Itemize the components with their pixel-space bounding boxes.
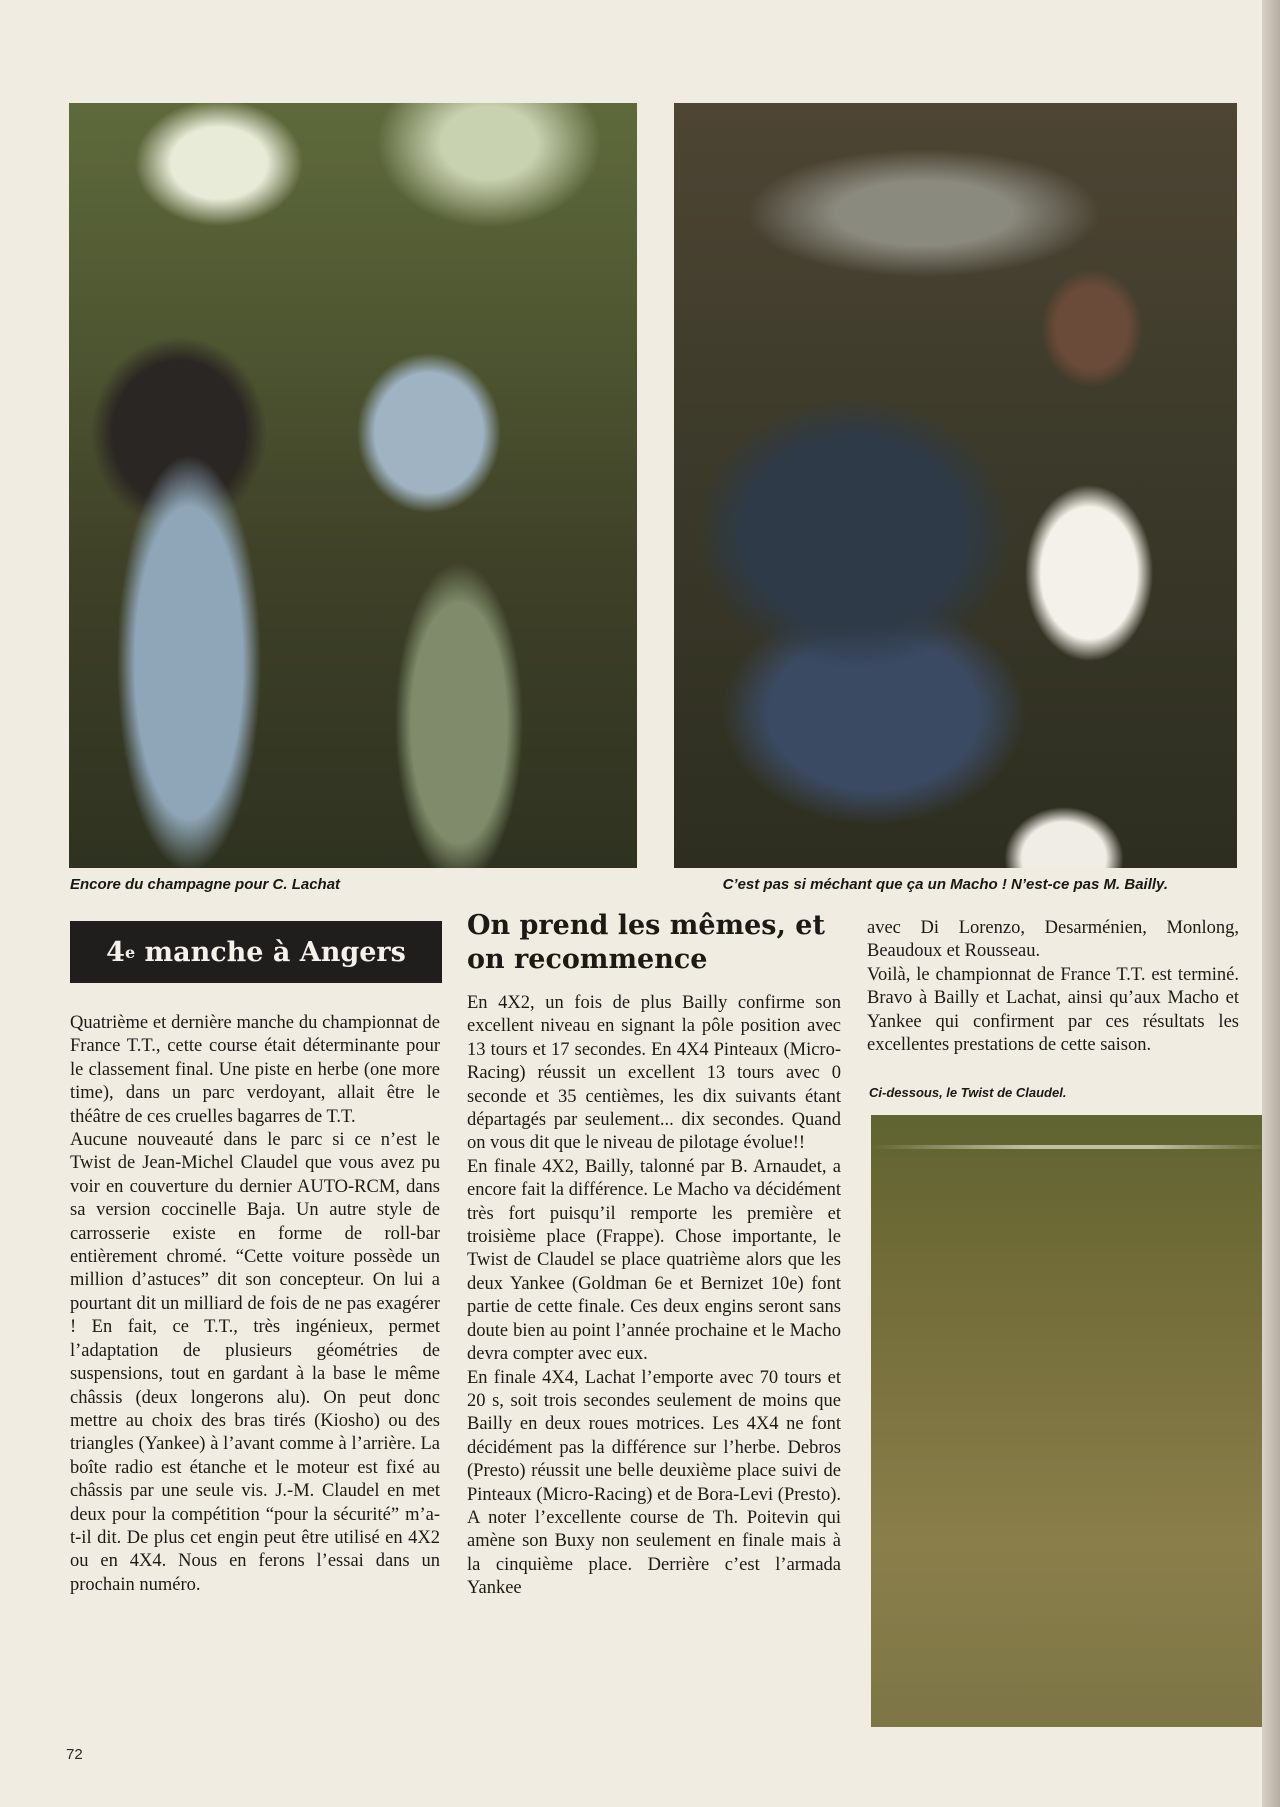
paragraph: En finale 4X4, Lachat l’emporte avec 70 tours et 20 s, soit trois secondes seulement de moins que Bailly en deux roues motrices. Les 4X4 ne font décidément pas la différence sur l’herbe. Debros (Presto) réussit une belle deuxième place suivi de Pinteaux (Micro-Racing) et de Bora-Levi (Presto). A noter l’excellente course de Th. Poitevin qui amène son Buxy non seulement en finale mais à la cinquième place. Derrière c’est l’armada Yankee	[467, 1367, 841, 1599]
photo-champagne-lachat	[69, 103, 637, 868]
paragraph: Quatrième et dernière manche du championnat de France T.T., cette course était déterminante pour le classement final. Une piste en herbe (one more time), dans un parc verdoyant, allait être le théâtre de ces cruelles bagarres de T.T.	[70, 1013, 440, 1127]
section-title	[70, 921, 442, 983]
page-edge-shadow	[1262, 0, 1280, 1807]
section-title-text: manche à Angers	[135, 936, 406, 968]
column2-heading: On prend les mêmes, et on recommence	[467, 910, 825, 975]
bottom-photo-caption: Ci-dessous, le Twist de Claudel.	[869, 1085, 1067, 1100]
article-column-3	[867, 917, 1239, 1057]
paragraph: avec Di Lorenzo, Desarménien, Monlong, Beaudoux et Rousseau.	[867, 918, 1239, 962]
photo-macho-bailly	[674, 103, 1237, 868]
paragraph: Voilà, le championnat de France T.T. est terminé. Bravo à Bailly et Lachat, ainsi qu’aux Macho et Yankee qui confirment par ces résultats les excellentes prestations de cette saison.	[867, 964, 1239, 1056]
paragraph: En finale 4X2, Bailly, talonné par B. Arnaudet, a encore fait la différence. Le Macho va décidément très fort puisqu’il remporte les première et troisième place (Frappe). Chose importante, le Twist de Claudel se place quatrième alors que les deux Yankee (Goldman 6e et Bernizet 10e) font partie de cette finale. Ces deux engins seront sans doute bien au point l’année prochaine et le Macho devra compter avec eux.	[467, 1156, 841, 1365]
photo-twist-claudel	[871, 1115, 1271, 1727]
section-title-number: 4	[106, 936, 125, 968]
article-column-1	[70, 1012, 440, 1597]
section-title-superscript: e	[124, 942, 136, 962]
paragraph: En 4X2, un fois de plus Bailly confirme son excellent niveau en signant la pôle position avec 13 tours et 17 secondes. En 4X4 Pinteaux (Micro-Racing) réussit un excellent 13 tours avec 0 seconde et 35 centièmes, les dix suivants étant départagés par seulement... dix secondes. Quand on vous dit que le niveau de pilotage évolue!!	[467, 993, 841, 1154]
photo-left-caption: Encore du champagne pour C. Lachat	[70, 876, 341, 893]
paragraph: Aucune nouveauté dans le parc si ce n’est le Twist de Jean-Michel Claudel que vous avez pu voir en couverture du dernier AUTO-RCM, dans sa version coccinelle Baja. Un autre style de carrosserie existe en forme de roll-bar entièrement chromé. “Cette voiture possède un million d’astuces” dit son concepteur. On lui a pourtant dit un milliard de fois de ne pas exagérer ! En fait, ce T.T., très ingénieux, permet l’adaptation de plusieurs géométries de suspensions, tout en gardant à la base le même châssis (deux longerons alu). On peut donc mettre au choix des bras tirés (Kiosho) ou des triangles (Yankee) à l’avant comme à l’arrière. La boîte radio est étanche et le moteur est fixé au châssis par une seule vis. J.-M. Claudel en met deux pour la compétition “pour la sécurité” m’a-t-il dit. De plus cet engin peut être utilisé en 4X2 ou en 4X4. Nous en ferons l’essai dans un prochain numéro.	[70, 1130, 440, 1595]
article-column-2	[467, 992, 841, 1601]
page-number: 72	[66, 1746, 83, 1763]
photo-right-caption: C’est pas si méchant que ça un Macho ! N’est-ce pas M. Bailly.	[722, 876, 1168, 893]
